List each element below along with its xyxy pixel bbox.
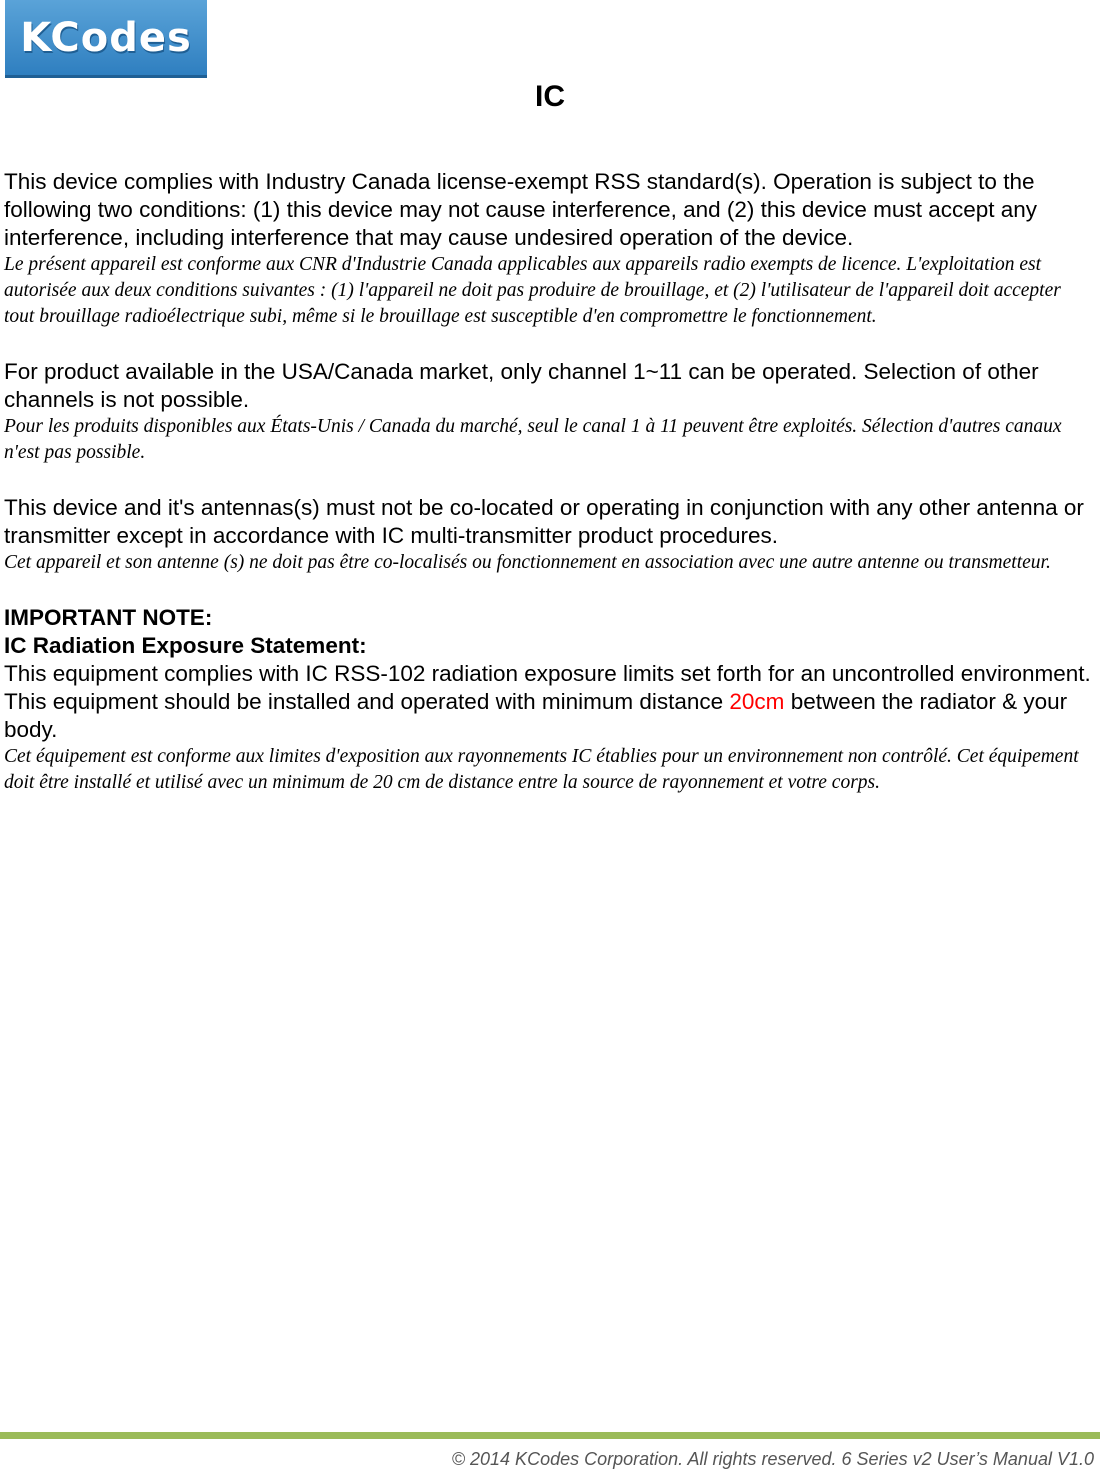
section1-french: Le présent appareil est conforme aux CNR d'Industrie Canada applicables aux appareils radio exempts de licence. L'exploitation est autorisée aux deux conditions suivantes : (1) l'appareil ne doit pas produire de brouillage, et (2) l'utilisateur de l'appareil doit accepter tout brouillage radioélectrique subi, même si le brouillage est susceptible d'en compromettre le fonctionnement. bbox=[4, 254, 1061, 327]
spacer bbox=[4, 576, 1096, 604]
footer-divider bbox=[0, 1432, 1100, 1439]
footer-copyright: © 2014 KCodes Corporation. All rights reserved. 6 Series v2 User’s Manual V1.0 bbox=[451, 1449, 1094, 1469]
page-title: IC bbox=[535, 80, 565, 113]
radiation-statement-english bbox=[4, 660, 1096, 744]
radiation-statement-french: Cet équipement est conforme aux limites d'exposition aux rayonnements IC établies pour un environnement non contrôlé. Cet équipement doit être installé et utilisé avec un minimum de 20 cm de distance entre la source de rayonnement et votre corps. bbox=[4, 746, 1079, 793]
important-note-heading: IMPORTANT NOTE: bbox=[4, 605, 213, 630]
radiation-text-after: between the radiator & your body. bbox=[4, 689, 1068, 742]
section2-english: For product available in the USA/Canada market, only channel 1~11 can be operated. Selection of other channels is not possible. bbox=[4, 359, 1039, 412]
section2-french: Pour les produits disponibles aux États-Unis / Canada du marché, seul le canal 1 à 11 peuvent être exploités. Sélection d'autres canaux n'est pas possible. bbox=[4, 416, 1062, 463]
spacer bbox=[4, 466, 1096, 494]
distance-highlight: 20cm bbox=[729, 689, 785, 714]
section1-english: This device complies with Industry Canada license-exempt RSS standard(s). Operation is subject to the following two conditions: (1) this device may not cause interference, and (2) this device must accept any interference, including interference that may cause undesired operation of the device. bbox=[4, 169, 1038, 250]
radiation-text-before: This equipment complies with IC RSS-102 radiation exposure limits set forth for an uncontrolled environment. This equipment should be installed and operated with minimum distance bbox=[4, 661, 1091, 714]
document-body bbox=[4, 168, 1096, 796]
section3-french: Cet appareil et son antenne (s) ne doit pas être co-localisés ou fonctionnement en association avec une autre antenne ou transmetteur. bbox=[4, 552, 1051, 573]
spacer bbox=[4, 330, 1096, 358]
section3-english: This device and it's antennas(s) must not be co-located or operating in conjunction with any other antenna or transmitter except in accordance with IC multi-transmitter product procedures. bbox=[4, 495, 1084, 548]
kcodes-logo bbox=[5, 0, 207, 78]
logo-text: KCodes bbox=[20, 14, 192, 61]
radiation-statement-heading: IC Radiation Exposure Statement: bbox=[4, 633, 367, 658]
